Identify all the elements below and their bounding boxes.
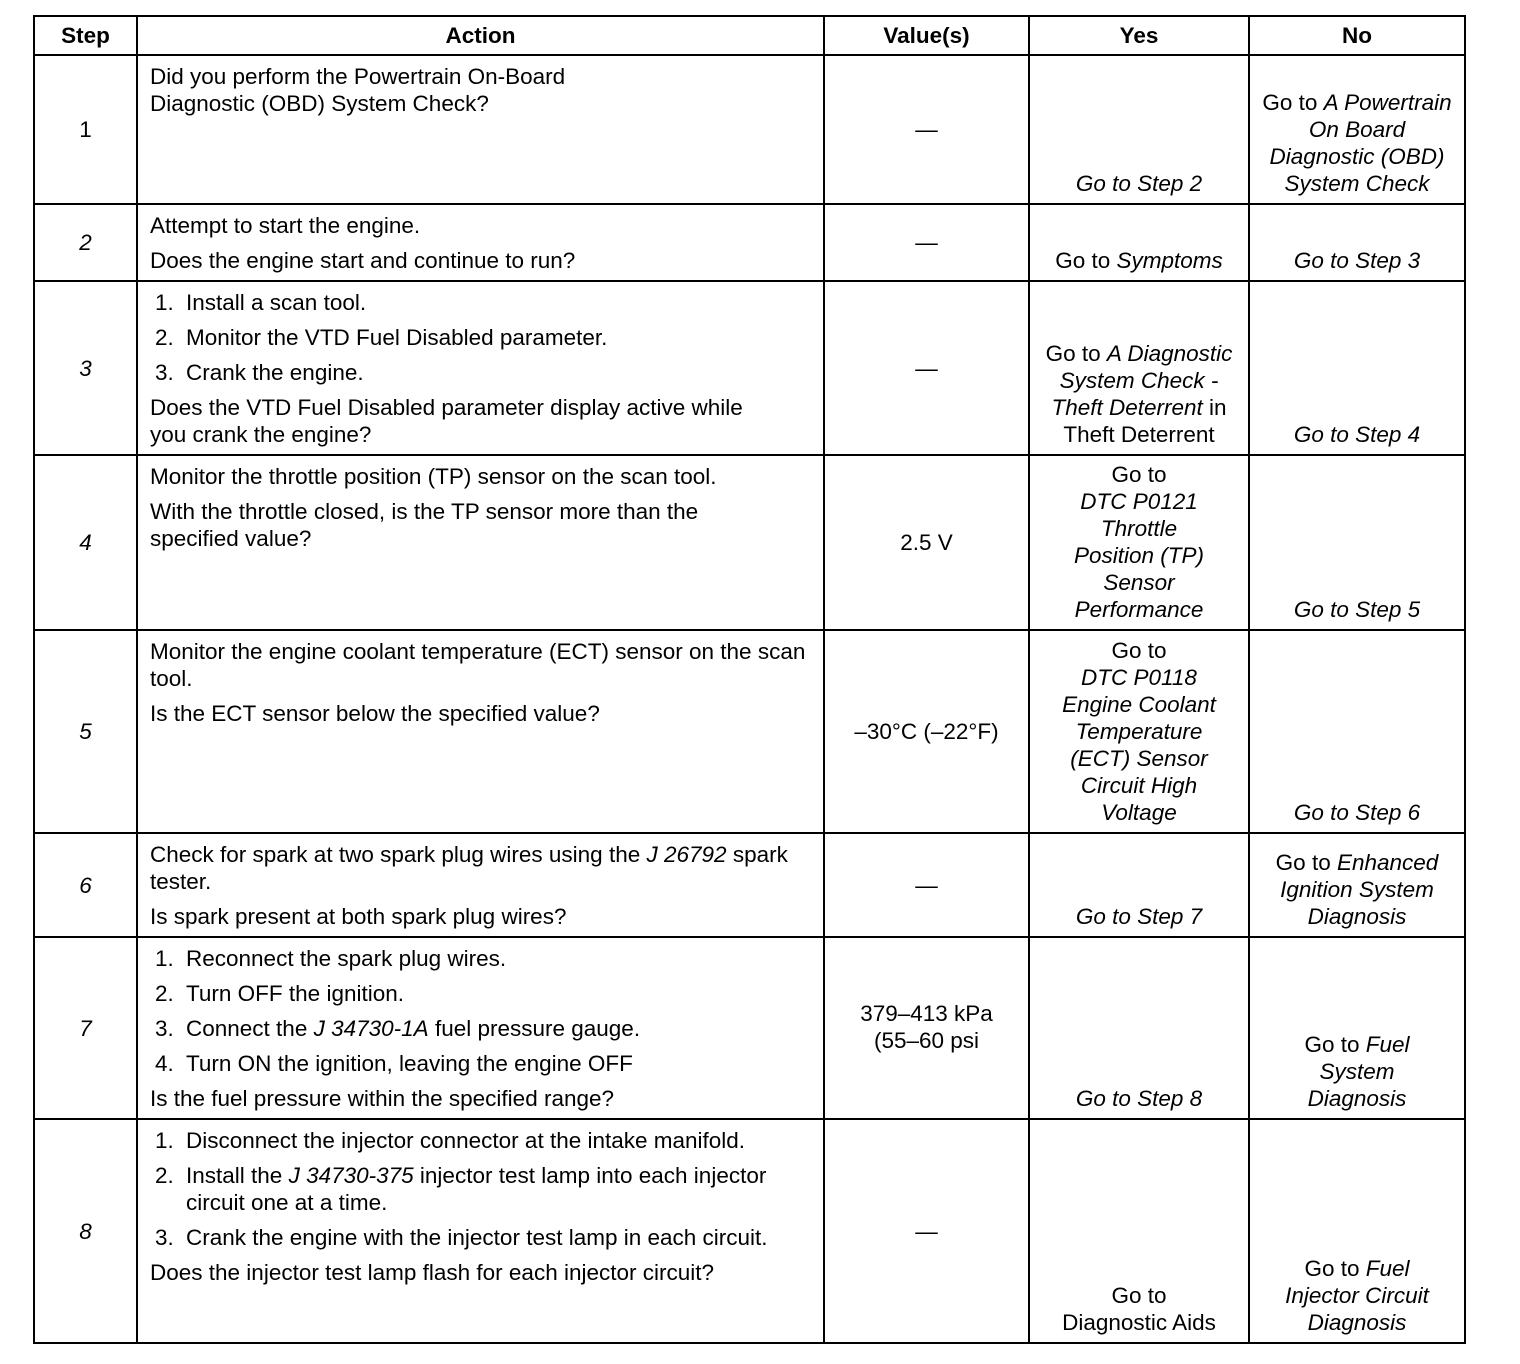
action-step-prefix: Connect the [186, 1016, 314, 1041]
action-question: Does the injector test lamp flash for each injector circuit? [150, 1260, 715, 1285]
action-step: 1. Reconnect the spark plug wires. [180, 945, 813, 972]
no-link[interactable]: Go to Step 5 [1293, 597, 1421, 622]
value-cell: –30°C (–22°F) [824, 630, 1029, 833]
table-row [34, 1119, 1465, 1343]
tool-number: J 26792 [646, 842, 727, 867]
action-step [180, 1015, 813, 1042]
no-prefix: Go to [1262, 90, 1324, 115]
action-step-suffix: fuel pressure gauge. [428, 1016, 641, 1041]
action-text: Monitor the engine coolant temperature (ECT) sensor on the scan tool. [150, 639, 806, 691]
yes-cell [1029, 455, 1249, 630]
no-prefix: Go to [1304, 1032, 1366, 1057]
step-number: 3 [34, 281, 137, 455]
table-row [34, 204, 1465, 281]
action-step: 3. Crank the engine with the injector test lamp in each circuit. [180, 1224, 783, 1251]
value-cell: — [824, 1119, 1029, 1343]
action-question: With the throttle closed, is the TP sensor more than the specified value? [150, 499, 699, 551]
no-cell [1249, 937, 1465, 1119]
yes-cell [1029, 55, 1249, 204]
yes-link[interactable]: DTC P0121 Throttle Position (TP) Sensor Performance [1073, 489, 1205, 622]
table-row [34, 455, 1465, 630]
value-cell: — [824, 204, 1029, 281]
action-cell [137, 55, 824, 204]
header-yes: Yes [1029, 16, 1249, 55]
step-number: 8 [34, 1119, 137, 1343]
action-step [180, 1162, 783, 1216]
yes-suffix: in Theft Deterrent [1063, 395, 1227, 447]
action-question: Is the ECT sensor below the specified value? [150, 701, 600, 726]
yes-cell [1029, 630, 1249, 833]
no-cell [1249, 281, 1465, 455]
table-row [34, 55, 1465, 204]
value-cell: — [824, 55, 1029, 204]
value-cell: — [824, 833, 1029, 937]
yes-link[interactable]: Go to Step 2 [1075, 171, 1203, 196]
action-step: 4. Turn ON the ignition, leaving the engine OFF [180, 1050, 813, 1077]
yes-cell [1029, 204, 1249, 281]
yes-prefix: Go to [1111, 638, 1167, 663]
action-text-prefix: Check for spark at two spark plug wires using the [150, 842, 647, 867]
action-step-prefix: Install the [186, 1163, 289, 1188]
no-link[interactable]: Fuel System Diagnosis [1307, 1032, 1410, 1111]
step-number: 5 [34, 630, 137, 833]
action-cell [137, 833, 824, 937]
action-text [150, 841, 813, 895]
step-number: 4 [34, 455, 137, 630]
action-steps [150, 289, 813, 386]
yes-cell [1029, 833, 1249, 937]
yes-cell [1029, 1119, 1249, 1343]
action-cell [137, 937, 824, 1119]
action-text: Monitor the throttle position (TP) sensor on the scan tool. [150, 464, 717, 489]
value-cell: 2.5 V [824, 455, 1029, 630]
action-cell [137, 1119, 824, 1343]
header-values: Value(s) [824, 16, 1029, 55]
value-line: (55–60 psi [873, 1028, 980, 1053]
no-cell [1249, 1119, 1465, 1343]
yes-prefix: Go to [1111, 462, 1167, 487]
header-step: Step [34, 16, 137, 55]
no-link[interactable]: Enhanced Ignition System Diagnosis [1280, 850, 1439, 929]
action-step: 2. Turn OFF the ignition. [180, 980, 813, 1007]
yes-link[interactable]: A Diagnostic System Check - Theft Deterrent [1051, 341, 1233, 420]
table-row [34, 281, 1465, 455]
value-line: 379–413 kPa [860, 1001, 993, 1026]
action-question: Is the fuel pressure within the specified range? [150, 1086, 615, 1111]
header-no: No [1249, 16, 1465, 55]
action-cell [137, 281, 824, 455]
action-text-suffix: spark tester. [150, 842, 788, 894]
no-cell [1249, 630, 1465, 833]
yes-cell [1029, 281, 1249, 455]
no-cell [1249, 833, 1465, 937]
step-number: 1 [34, 55, 137, 204]
no-prefix: Go to [1275, 850, 1337, 875]
yes-prefix: Go to [1111, 1283, 1167, 1308]
action-step: 2. Monitor the VTD Fuel Disabled parameter. [180, 324, 813, 351]
action-step: 1. Disconnect the injector connector at the intake manifold. [180, 1127, 783, 1154]
action-cell [137, 204, 824, 281]
action-step-suffix: injector test lamp into each injector circuit one at a time. [186, 1163, 767, 1215]
table-row [34, 833, 1465, 937]
table-row [34, 937, 1465, 1119]
yes-prefix: Go to [1045, 341, 1107, 366]
no-link[interactable]: A Powertrain On Board Diagnostic (OBD) System Check [1269, 90, 1452, 196]
yes-link[interactable]: Diagnostic Aids [1062, 1310, 1216, 1335]
step-number: 2 [34, 204, 137, 281]
no-link[interactable]: Go to Step 6 [1293, 800, 1421, 825]
no-link[interactable]: Go to Step 3 [1293, 248, 1421, 273]
yes-link[interactable]: DTC P0118 Engine Coolant Temperature (ECT) Sensor Circuit High Voltage [1062, 665, 1216, 825]
action-cell [137, 630, 824, 833]
action-step: 3. Crank the engine. [180, 359, 813, 386]
no-cell [1249, 455, 1465, 630]
action-steps [150, 945, 813, 1077]
header-row [34, 16, 1465, 55]
yes-link[interactable]: Symptoms [1116, 248, 1223, 273]
yes-link[interactable]: Go to Step 8 [1075, 1086, 1203, 1111]
no-link[interactable]: Fuel Injector Circuit Diagnosis [1285, 1256, 1429, 1335]
yes-link[interactable]: Go to Step 7 [1075, 904, 1203, 929]
action-question: Did you perform the Powertrain On-Board Diagnostic (OBD) System Check? [150, 64, 566, 116]
value-cell: — [824, 281, 1029, 455]
header-action: Action [137, 16, 824, 55]
no-cell [1249, 204, 1465, 281]
action-question: Does the VTD Fuel Disabled parameter display active while you crank the engine? [150, 395, 743, 447]
tool-number: J 34730-1A [313, 1016, 429, 1041]
step-number: 7 [34, 937, 137, 1119]
yes-prefix: Go to [1055, 248, 1117, 273]
action-text: Attempt to start the engine. [150, 213, 421, 238]
action-question: Is spark present at both spark plug wires? [150, 904, 567, 929]
yes-cell [1029, 937, 1249, 1119]
value-cell [824, 937, 1029, 1119]
step-number: 6 [34, 833, 137, 937]
no-cell [1249, 55, 1465, 204]
no-link[interactable]: Go to Step 4 [1293, 422, 1421, 447]
no-prefix: Go to [1304, 1256, 1366, 1281]
action-question: Does the engine start and continue to run? [150, 248, 576, 273]
table-row [34, 630, 1465, 833]
action-step: 1. Install a scan tool. [180, 289, 813, 316]
action-cell [137, 455, 824, 630]
diagnostic-table [33, 15, 1466, 1344]
tool-number: J 34730-375 [288, 1163, 414, 1188]
action-steps [150, 1127, 813, 1251]
